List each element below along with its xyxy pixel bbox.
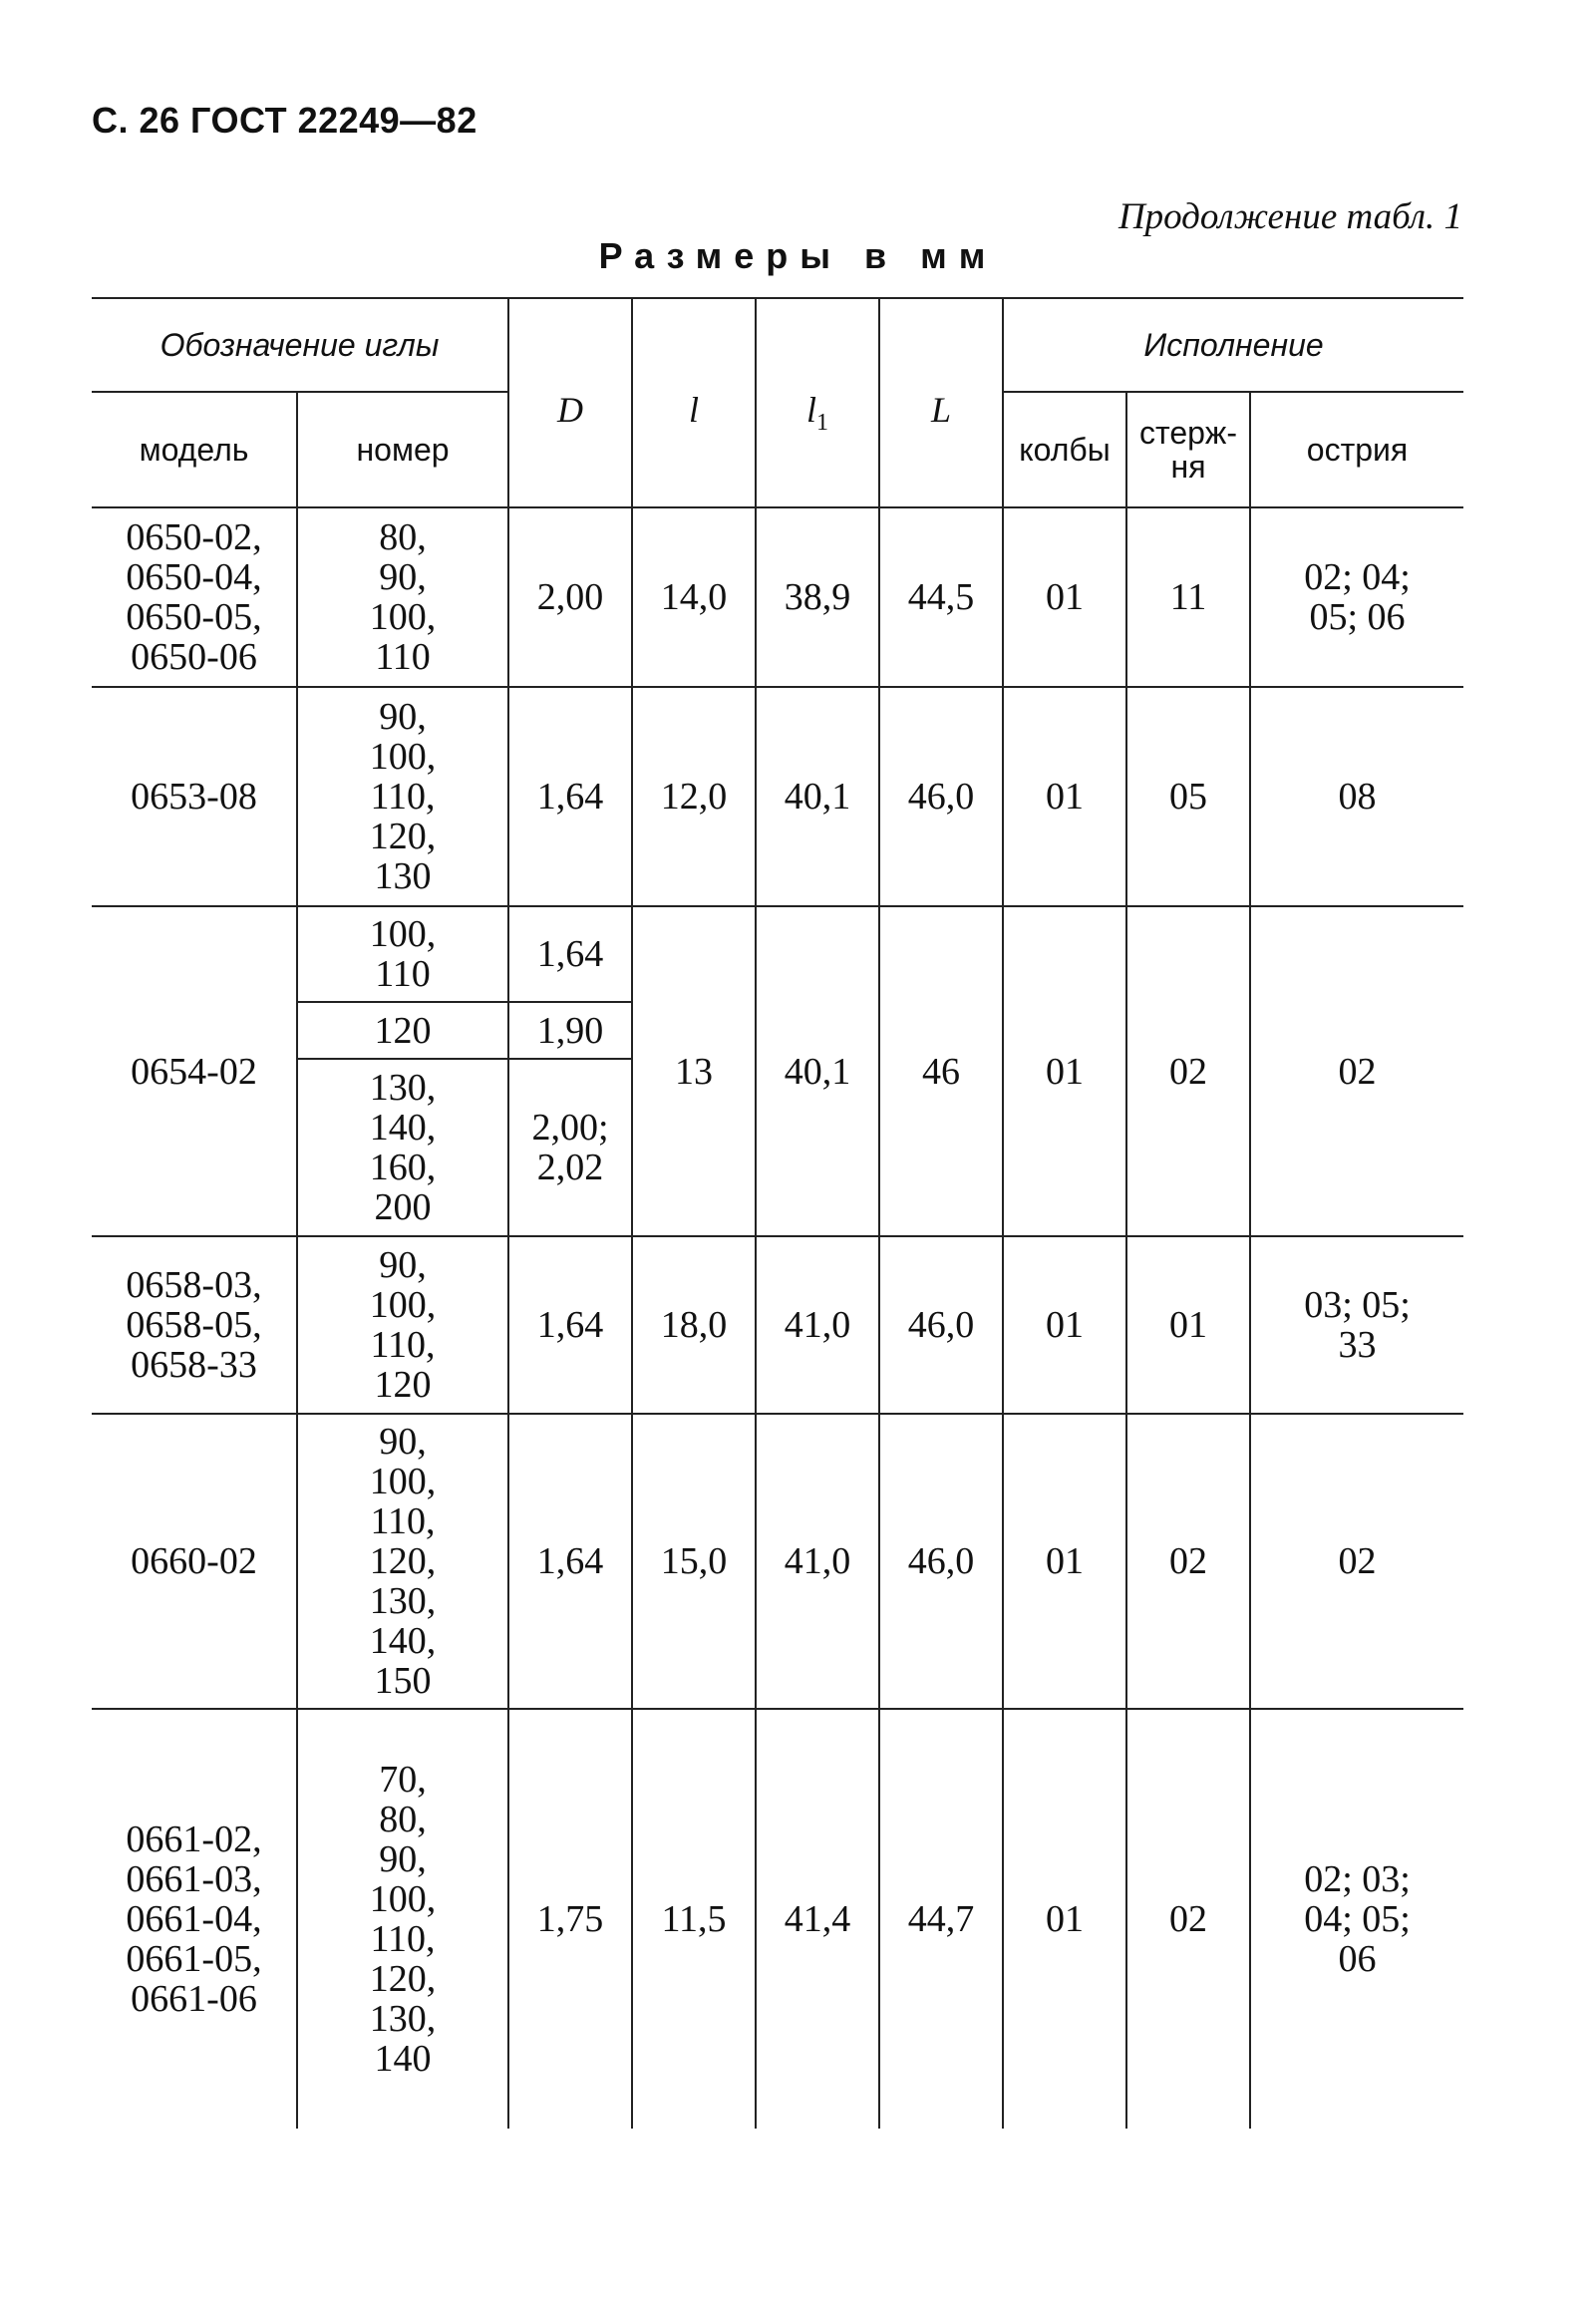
table-row [92, 906, 1463, 1002]
cell-rod: 05 [1126, 687, 1250, 906]
header-designation: Обозначение иглы [92, 298, 508, 392]
cell-L: 46,0 [879, 1414, 1003, 1709]
cell-point: 02 [1250, 906, 1463, 1236]
cell-model: 0658-03, 0658-05, 0658-33 [92, 1236, 297, 1414]
table-continuation-label: Продолжение табл. 1 [1117, 196, 1462, 237]
cell-D: 1,90 [508, 1002, 632, 1059]
table-row [92, 507, 1463, 687]
table-row [92, 1236, 1463, 1414]
cell-number: 70, 80, 90, 100, 110, 120, 130, 140 [297, 1709, 508, 2129]
cell-flask: 01 [1003, 1414, 1126, 1709]
cell-D: 1,64 [508, 687, 632, 906]
cell-point: 08 [1250, 687, 1463, 906]
cell-D: 1,75 [508, 1709, 632, 2129]
cell-D: 2,00; 2,02 [508, 1059, 632, 1236]
cell-l1: 41,0 [756, 1236, 879, 1414]
cell-L: 44,5 [879, 507, 1003, 687]
table-row [92, 1709, 1463, 2129]
cell-model: 0654-02 [92, 906, 297, 1236]
cell-L: 44,7 [879, 1709, 1003, 2129]
cell-rod: 02 [1126, 906, 1250, 1236]
cell-number: 90, 100, 110, 120, 130, 140, 150 [297, 1414, 508, 1709]
header-point: острия [1250, 392, 1463, 507]
needle-dimensions-table [92, 297, 1463, 2129]
cell-l1: 38,9 [756, 507, 879, 687]
cell-number: 90, 100, 110, 120, 130 [297, 687, 508, 906]
cell-L: 46,0 [879, 1236, 1003, 1414]
cell-flask: 01 [1003, 1236, 1126, 1414]
page-header: С. 26 ГОСТ 22249—82 [92, 100, 478, 141]
cell-flask: 01 [1003, 687, 1126, 906]
cell-rod: 02 [1126, 1414, 1250, 1709]
cell-l1: 40,1 [756, 906, 879, 1236]
cell-D: 2,00 [508, 507, 632, 687]
header-L: L [879, 298, 1003, 507]
header-l: l [632, 298, 756, 507]
cell-number: 90, 100, 110, 120 [297, 1236, 508, 1414]
header-execution: Исполнение [1003, 298, 1463, 392]
cell-L: 46,0 [879, 687, 1003, 906]
header-D: D [508, 298, 632, 507]
cell-point: 02; 03; 04; 05; 06 [1250, 1709, 1463, 2129]
cell-rod: 11 [1126, 507, 1250, 687]
cell-flask: 01 [1003, 906, 1126, 1236]
header-flask: колбы [1003, 392, 1126, 507]
cell-l1: 41,0 [756, 1414, 879, 1709]
header-rod: стерж- ня [1126, 392, 1250, 507]
cell-number: 100, 110 [297, 906, 508, 1002]
header-l1-text: $l_1$ [806, 390, 829, 437]
header-model: модель [92, 392, 297, 507]
header-number: номер [297, 392, 508, 507]
units-caption: Размеры в мм [598, 235, 998, 276]
cell-model: 0661-02, 0661-03, 0661-04, 0661-05, 0661-06 [92, 1709, 297, 2129]
cell-number: 120 [297, 1002, 508, 1059]
cell-rod: 02 [1126, 1709, 1250, 2129]
cell-l: 12,0 [632, 687, 756, 906]
table-row [92, 1414, 1463, 1709]
header-l1 [756, 298, 879, 507]
cell-flask: 01 [1003, 1709, 1126, 2129]
cell-point: 02 [1250, 1414, 1463, 1709]
cell-D: 1,64 [508, 1236, 632, 1414]
cell-model: 0660-02 [92, 1414, 297, 1709]
cell-l: 18,0 [632, 1236, 756, 1414]
cell-model: 0650-02, 0650-04, 0650-05, 0650-06 [92, 507, 297, 687]
cell-l1: 41,4 [756, 1709, 879, 2129]
cell-L: 46 [879, 906, 1003, 1236]
cell-point: 02; 04; 05; 06 [1250, 507, 1463, 687]
cell-point: 03; 05; 33 [1250, 1236, 1463, 1414]
cell-l: 14,0 [632, 507, 756, 687]
cell-number: 80, 90, 100, 110 [297, 507, 508, 687]
cell-flask: 01 [1003, 507, 1126, 687]
cell-number: 130, 140, 160, 200 [297, 1059, 508, 1236]
cell-D: 1,64 [508, 1414, 632, 1709]
cell-rod: 01 [1126, 1236, 1250, 1414]
cell-model: 0653-08 [92, 687, 297, 906]
cell-l: 11,5 [632, 1709, 756, 2129]
table-row [92, 687, 1463, 906]
cell-l1: 40,1 [756, 687, 879, 906]
cell-l: 13 [632, 906, 756, 1236]
cell-l: 15,0 [632, 1414, 756, 1709]
cell-D: 1,64 [508, 906, 632, 1002]
